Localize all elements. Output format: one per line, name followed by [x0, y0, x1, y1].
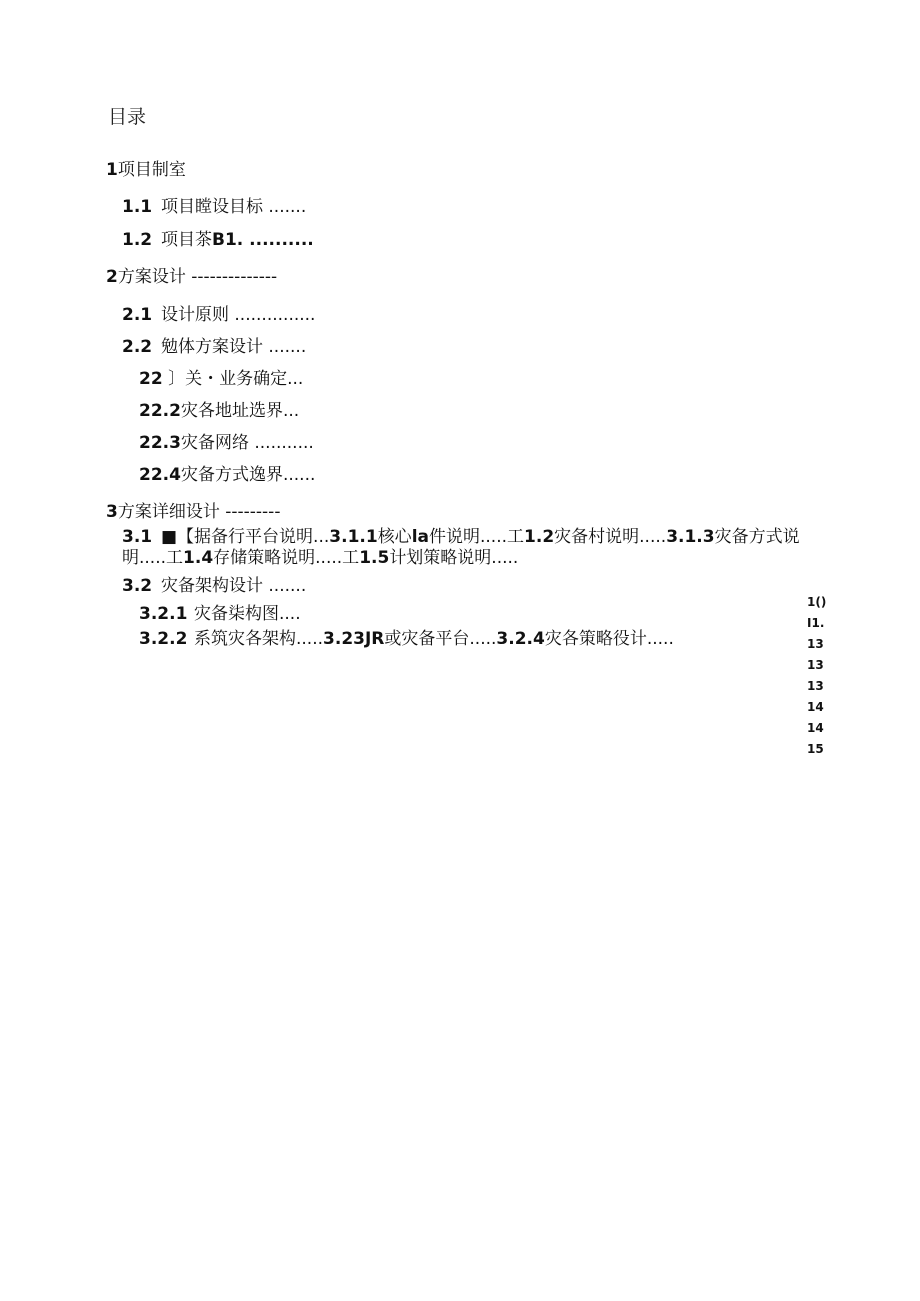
- toc-entry-number: 22.2: [139, 401, 181, 421]
- toc-entry-number: 1.1: [122, 197, 153, 217]
- toc-entry-text: 方案详细设计 ---------: [117, 502, 281, 522]
- toc-entry-number: 1.2: [122, 230, 153, 250]
- toc-entry-number: 3.2: [122, 576, 153, 596]
- toc-entry-text: 项目瞠设目标 .......: [161, 197, 307, 217]
- toc-entry-text: 项目制室: [117, 160, 186, 180]
- toc-entry-text: 件说明.....工: [429, 527, 525, 547]
- page-number: 13: [807, 679, 824, 693]
- toc-title: 目录: [108, 106, 147, 128]
- toc-entry-text: 灾备架构设计 .......: [161, 576, 307, 596]
- toc-entry-2[interactable]: [106, 262, 277, 287]
- toc-entry-number: 22.4: [139, 465, 181, 485]
- toc-subentry-number: 3.1.1: [329, 527, 378, 547]
- page-number: 15: [807, 742, 824, 756]
- toc-subentry-number: 1.2: [524, 527, 555, 547]
- toc-entry-2-1[interactable]: [122, 300, 315, 325]
- toc-entry-text: 存储策略说明.....工: [213, 548, 360, 568]
- toc-entry-3[interactable]: [106, 497, 280, 522]
- toc-entry-text: 勉体方案设计 .......: [161, 337, 307, 357]
- toc-entry-3-2-2[interactable]: [139, 624, 674, 649]
- page-number: 1(): [807, 595, 827, 609]
- toc-entry-number: 3.2.1: [139, 604, 188, 624]
- toc-entry-number: 1: [106, 160, 118, 180]
- toc-entry-text: 灾备方式说明.....工: [122, 527, 800, 568]
- toc-entry-text: 灾备村说明.....: [554, 527, 667, 547]
- toc-entry-text: 核心: [377, 527, 412, 547]
- toc-entry-1-1[interactable]: [122, 192, 306, 217]
- toc-entry-text: 设计原则 ...............: [161, 305, 316, 325]
- toc-entry-2-2-1[interactable]: [139, 364, 303, 389]
- toc-entry-2-2-2[interactable]: [139, 396, 299, 421]
- toc-entry-2-2-4[interactable]: [139, 460, 315, 485]
- toc-entry-number: 3.2.2: [139, 629, 188, 649]
- toc-entry-text: 灾各地址选界...: [180, 401, 300, 421]
- toc-entry-text: 项目茶: [161, 230, 212, 250]
- toc-entry-text: 系筑灾各架构.....: [194, 629, 324, 649]
- toc-entry-text: 灾备方式逸界......: [180, 465, 316, 485]
- toc-entry-text: 方案设计 --------------: [117, 267, 278, 287]
- page-number: 13: [807, 637, 824, 651]
- toc-entry-1[interactable]: [106, 155, 186, 180]
- page-number: 14: [807, 700, 824, 714]
- toc-entry-text: 计划策略说明.....: [389, 548, 519, 568]
- page-number: 14: [807, 721, 824, 735]
- toc-entry-text: 灾备网络 ...........: [180, 433, 314, 453]
- toc-entry-text-bold: B1. ..........: [212, 230, 314, 250]
- toc-entry-2-2-3[interactable]: [139, 428, 314, 453]
- toc-entry-text: 灾各策略役计.....: [544, 629, 674, 649]
- toc-entry-number: 22.3: [139, 433, 181, 453]
- toc-entry-text: 〕关・业务确定...: [168, 369, 304, 389]
- toc-subentry-number: 3.2.4: [496, 629, 545, 649]
- page-number: 13: [807, 658, 824, 672]
- toc-entry-number: 22: [139, 369, 163, 389]
- toc-entry-1-2[interactable]: [122, 225, 314, 250]
- toc-entry-number: 2: [106, 267, 118, 287]
- toc-entry-number: 2.2: [122, 337, 153, 357]
- toc-entry-3-2-1[interactable]: [139, 599, 301, 624]
- toc-subentry-number: 1.4: [183, 548, 214, 568]
- toc-subentry-number: 3.1.3: [666, 527, 715, 547]
- toc-subentry-number: 3.23JR: [323, 629, 385, 649]
- toc-subentry-number: 1.5: [359, 548, 390, 568]
- toc-entry-3-1[interactable]: [122, 527, 822, 569]
- toc-entry-text: 灾备柒构图....: [194, 604, 301, 624]
- page-number: I1.: [807, 616, 825, 630]
- toc-entry-number: 3: [106, 502, 118, 522]
- toc-entry-number: 2.1: [122, 305, 153, 325]
- toc-entry-3-2[interactable]: [122, 571, 306, 596]
- toc-entry-text-bold: la: [411, 527, 429, 547]
- toc-entry-text: 或灾备平台.....: [384, 629, 497, 649]
- toc-entry-text: ■【据备行平台说明...: [161, 527, 330, 547]
- toc-entry-2-2[interactable]: [122, 332, 306, 357]
- toc-entry-number: 3.1: [122, 527, 153, 547]
